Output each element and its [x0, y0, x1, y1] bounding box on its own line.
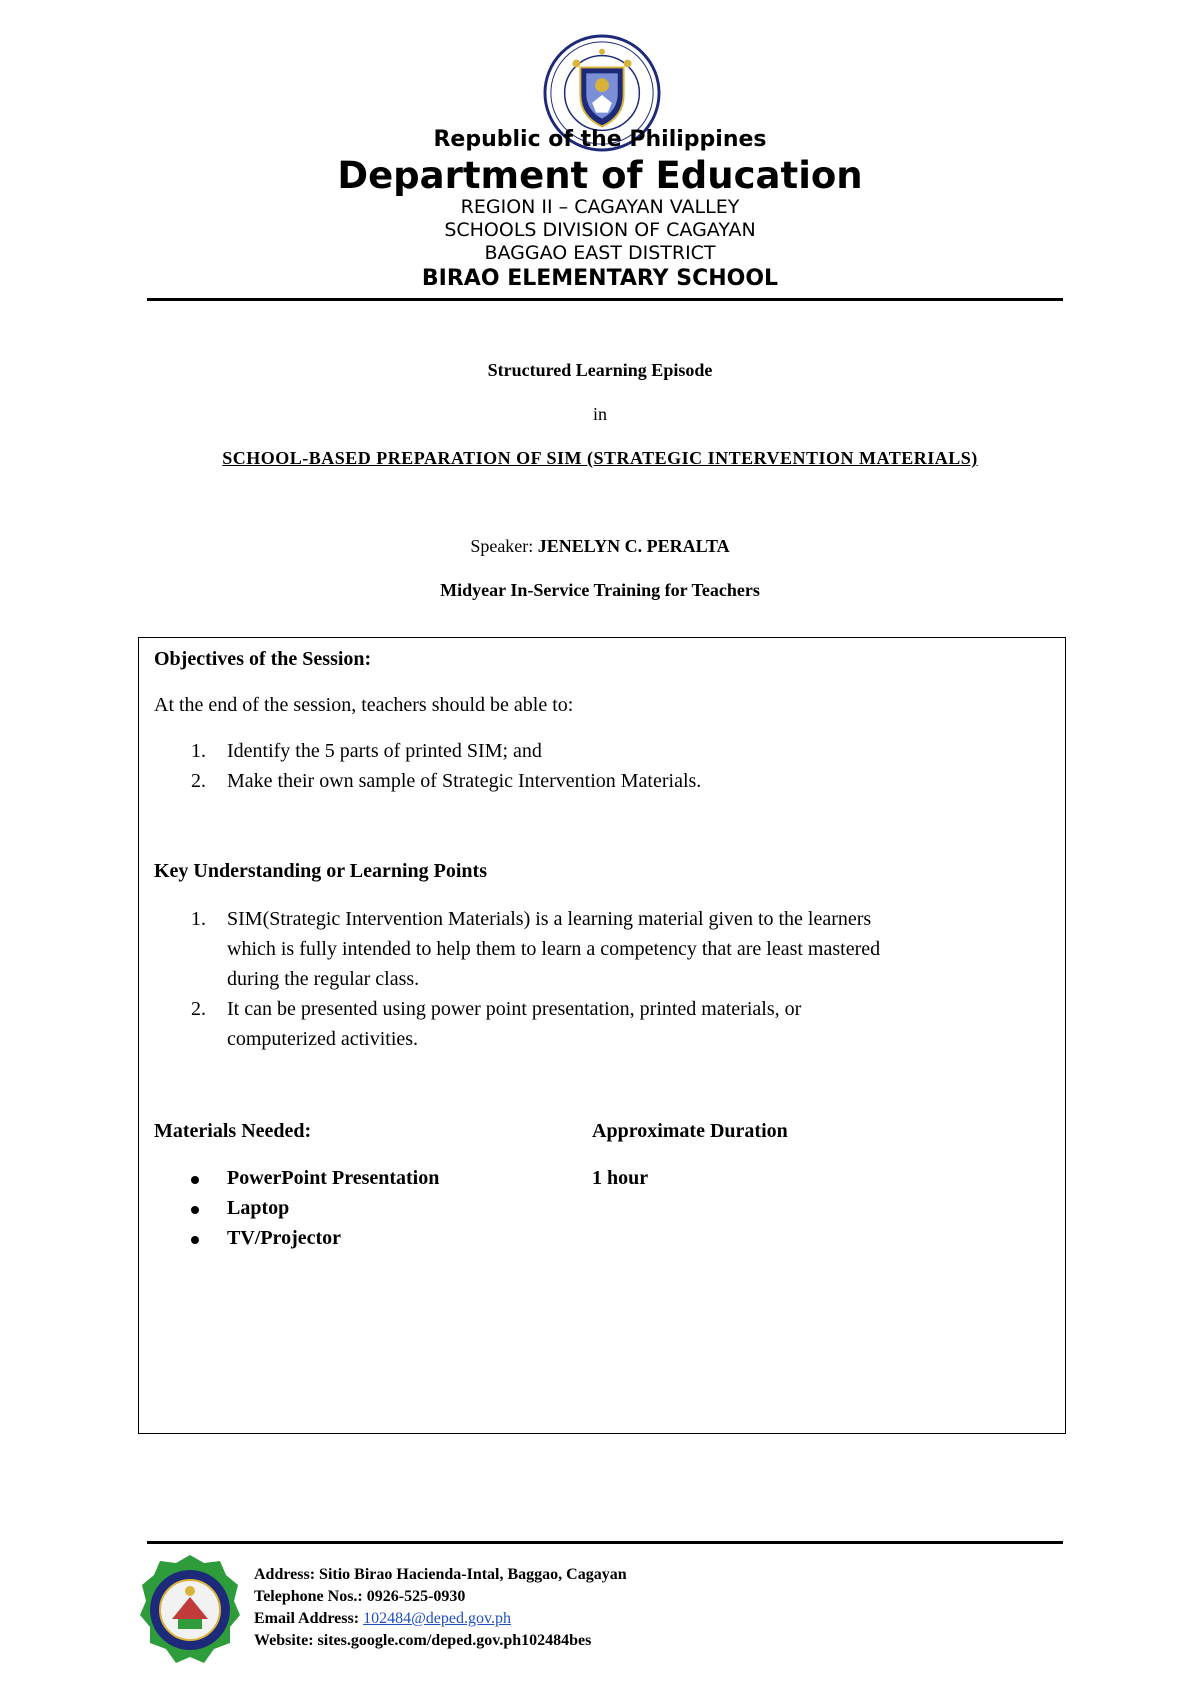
- in-connector: in: [592, 404, 607, 424]
- district-line: BAGGAO EAST DISTRICT: [484, 242, 716, 264]
- header-divider: [147, 298, 1063, 301]
- region-line: REGION II – CAGAYAN VALLEY: [460, 196, 740, 218]
- speaker-name: JENELYN C. PERALTA: [537, 536, 730, 556]
- division-line: SCHOOLS DIVISION OF CAGAYAN: [444, 219, 756, 241]
- materials-heading: Materials Needed:: [154, 1120, 312, 1142]
- republic-heading: Republic of the Philippines: [433, 127, 767, 152]
- address-label: Address:: [254, 1566, 320, 1583]
- bullet-icon: [191, 1236, 199, 1244]
- footer-divider: [147, 1541, 1063, 1544]
- school-logo-icon: [138, 1553, 242, 1668]
- phone-label: Telephone Nos.:: [254, 1588, 367, 1605]
- school-name: BIRAO ELEMENTARY SCHOOL: [421, 266, 779, 291]
- email-link[interactable]: 102484@deped.gov.ph: [363, 1610, 511, 1627]
- phone-value: 0926-525-0930: [366, 1588, 466, 1605]
- list-item-line: computerized activities.: [227, 1028, 419, 1050]
- website-label: Website:: [254, 1632, 318, 1649]
- duration-value: 1 hour: [592, 1167, 649, 1189]
- list-item-line: which is fully intended to help them to learn a competency that are least mastered: [227, 938, 881, 960]
- bullet-icon: [191, 1206, 199, 1214]
- website-value: sites.google.com/deped.gov.ph102484bes: [317, 1632, 592, 1649]
- list-number: 2.: [191, 770, 206, 792]
- email-label: Email Address:: [254, 1610, 364, 1627]
- list-number: 1.: [191, 908, 206, 930]
- speaker-line: [0, 536, 1200, 557]
- list-item-line: during the regular class.: [227, 968, 420, 990]
- list-item: PowerPoint Presentation: [227, 1167, 440, 1189]
- key-points-heading: Key Understanding or Learning Points: [154, 860, 487, 882]
- list-item: Laptop: [227, 1197, 290, 1219]
- objectives-heading: Objectives of the Session:: [154, 648, 372, 670]
- department-heading: Department of Education: [337, 154, 863, 197]
- duration-heading: Approximate Duration: [592, 1120, 788, 1142]
- objectives-intro: At the end of the session, teachers should be able to:: [154, 694, 574, 716]
- list-number: 1.: [191, 740, 206, 762]
- list-item-line: SIM(Strategic Intervention Materials) is a learning material given to the learners: [227, 908, 872, 930]
- list-item: Make their own sample of Strategic Intervention Materials.: [227, 770, 702, 792]
- bullet-icon: [191, 1176, 199, 1184]
- topic-title: SCHOOL-BASED PREPARATION OF SIM (STRATEGIC INTERVENTION MATERIALS): [222, 448, 978, 468]
- training-title: Midyear In-Service Training for Teachers: [440, 580, 760, 600]
- list-item: TV/Projector: [227, 1227, 342, 1249]
- session-content-box: [138, 637, 1066, 1434]
- list-item-line: It can be presented using power point presentation, printed materials, or: [227, 998, 802, 1020]
- footer-email: [254, 1610, 511, 1628]
- list-item: Identify the 5 parts of printed SIM; and: [227, 740, 542, 762]
- footer-phone: [254, 1588, 465, 1606]
- footer-address: [254, 1566, 627, 1584]
- list-number: 2.: [191, 998, 206, 1020]
- episode-title: Structured Learning Episode: [487, 360, 713, 380]
- address-value: Sitio Birao Hacienda-Intal, Baggao, Cagayan: [319, 1566, 627, 1583]
- footer-website: [254, 1632, 591, 1650]
- speaker-label: Speaker:: [470, 536, 538, 556]
